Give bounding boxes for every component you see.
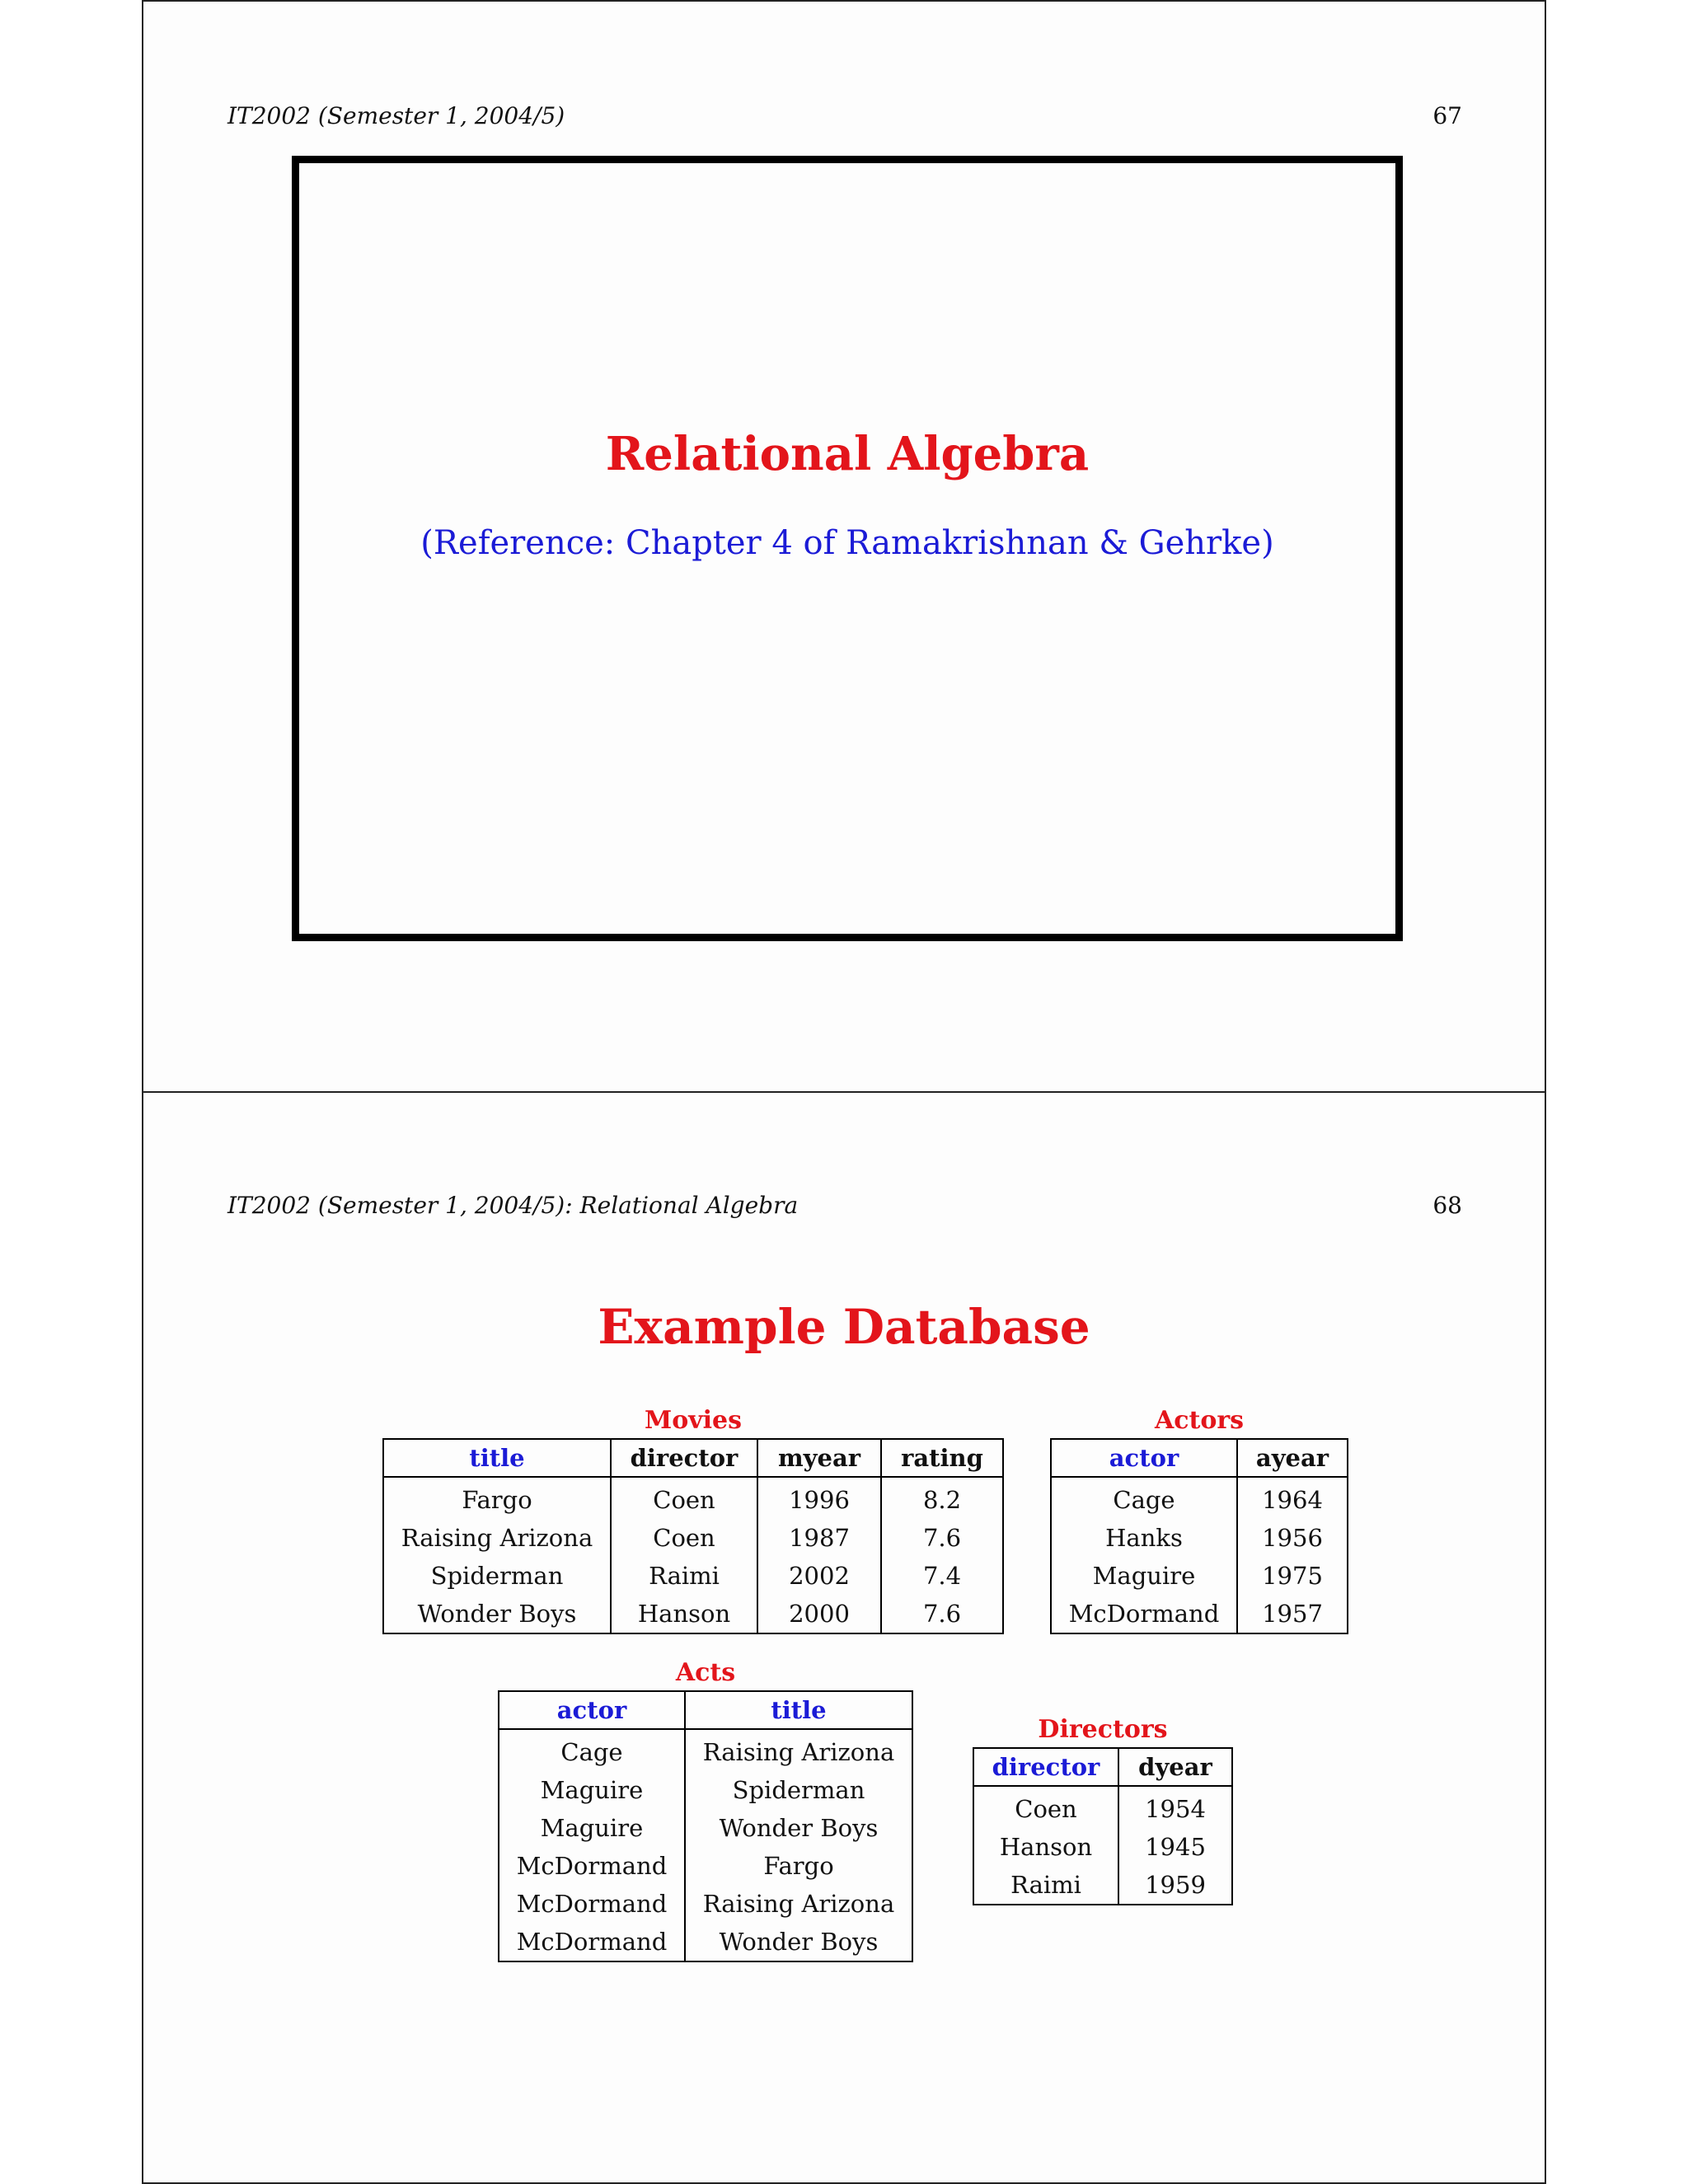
column-header: ayear [1237,1439,1348,1477]
table-cell: 1996 [757,1477,881,1519]
column-header: director [611,1439,757,1477]
column-header: rating [881,1439,1003,1477]
table-row [973,1786,1232,1828]
table-row [383,1519,1003,1557]
directors-table [973,1747,1233,1905]
slide-68 [142,1091,1546,2184]
column-header: myear [757,1439,881,1477]
acts-table [498,1690,913,1962]
table-caption: Actors [1154,1406,1245,1435]
slide-title: Example Database [598,1299,1090,1355]
table-cell: 7.6 [881,1519,1003,1557]
slide-title: Relational Algebra [605,427,1090,481]
table-cell: 1956 [1237,1519,1348,1557]
table-row [499,1923,912,1961]
table-row [383,1557,1003,1595]
table-cell: Raising Arizona [685,1729,912,1771]
column-header: director [973,1748,1118,1786]
table-cell: 1945 [1118,1828,1232,1866]
column-header: actor [1051,1439,1237,1477]
table-row [499,1847,912,1885]
table-cell: Spiderman [685,1771,912,1809]
table-cell: McDormand [516,1890,668,1918]
table-cell: Maguire [1092,1562,1196,1590]
slide-subtitle: (Reference: Chapter 4 of Ramakrishnan & Gehrke) [420,524,1274,562]
table-row [499,1885,912,1923]
table-cell: Raising Arizona [401,1524,593,1552]
slide-67 [142,0,1546,1093]
table-caption: Movies [644,1406,743,1435]
table-cell: 2000 [757,1595,881,1633]
table-header-row [499,1691,912,1729]
page-number: 67 [1432,102,1462,129]
table-header-row [383,1439,1003,1477]
table-header-row [973,1748,1232,1786]
table-cell: Hanson [611,1595,757,1633]
table-cell: McDormand [1068,1600,1220,1628]
table-cell: McDormand [516,1852,668,1880]
slide-header: IT2002 (Semester 1, 2004/5): Relational Algebra [227,1192,799,1219]
table-cell: 1987 [757,1519,881,1557]
table-cell: Cage [1113,1486,1175,1514]
table-cell: 1954 [1118,1786,1232,1828]
table-row [973,1828,1232,1866]
directors-table-block [973,1713,1233,1905]
table-cell: Hanks [1105,1524,1183,1552]
movies-table-block [382,1404,1004,1634]
actors-table [1050,1438,1348,1634]
table-cell: Spiderman [430,1562,564,1590]
table-cell: Coen [611,1477,757,1519]
table-cell: Coen [1015,1795,1077,1823]
table-cell: Maguire [540,1776,644,1804]
table-cell: McDormand [516,1928,668,1956]
table-cell: 8.2 [881,1477,1003,1519]
table-cell: Fargo [462,1486,532,1514]
table-row [1051,1595,1348,1633]
table-cell: Raimi [611,1557,757,1595]
table-cell: 2002 [757,1557,881,1595]
table-caption: Acts [675,1658,736,1687]
table-row [383,1477,1003,1519]
table-cell: 1964 [1237,1477,1348,1519]
table-row [499,1729,912,1771]
actors-table-block [1050,1404,1348,1634]
column-header: dyear [1118,1748,1232,1786]
table-cell: Wonder Boys [417,1600,577,1628]
table-cell: Coen [611,1519,757,1557]
table-cell: Wonder Boys [685,1809,912,1847]
movies-table [382,1438,1004,1634]
table-cell: 1959 [1118,1866,1232,1905]
acts-table-block [498,1656,913,1962]
table-row [499,1771,912,1809]
table-cell: 7.4 [881,1557,1003,1595]
table-row [383,1595,1003,1633]
table-cell: 7.6 [881,1595,1003,1633]
table-cell: Maguire [540,1814,644,1842]
column-header: title [383,1439,611,1477]
column-header: title [685,1691,912,1729]
table-cell: 1975 [1237,1557,1348,1595]
table-cell: Hanson [999,1833,1093,1861]
table-cell: 1957 [1237,1595,1348,1633]
table-row [1051,1477,1348,1519]
table-row [973,1866,1232,1905]
table-header-row [1051,1439,1348,1477]
table-caption: Directors [1038,1715,1168,1744]
page-number: 68 [1432,1192,1462,1219]
table-cell: Wonder Boys [685,1923,912,1961]
slide-header: IT2002 (Semester 1, 2004/5) [227,102,565,129]
table-row [1051,1519,1348,1557]
table-row [499,1809,912,1847]
table-row [1051,1557,1348,1595]
table-cell: Raising Arizona [685,1885,912,1923]
title-frame [292,156,1403,941]
table-cell: Raimi [1010,1871,1081,1899]
table-cell: Fargo [685,1847,912,1885]
table-cell: Cage [560,1738,623,1766]
column-header: actor [499,1691,685,1729]
